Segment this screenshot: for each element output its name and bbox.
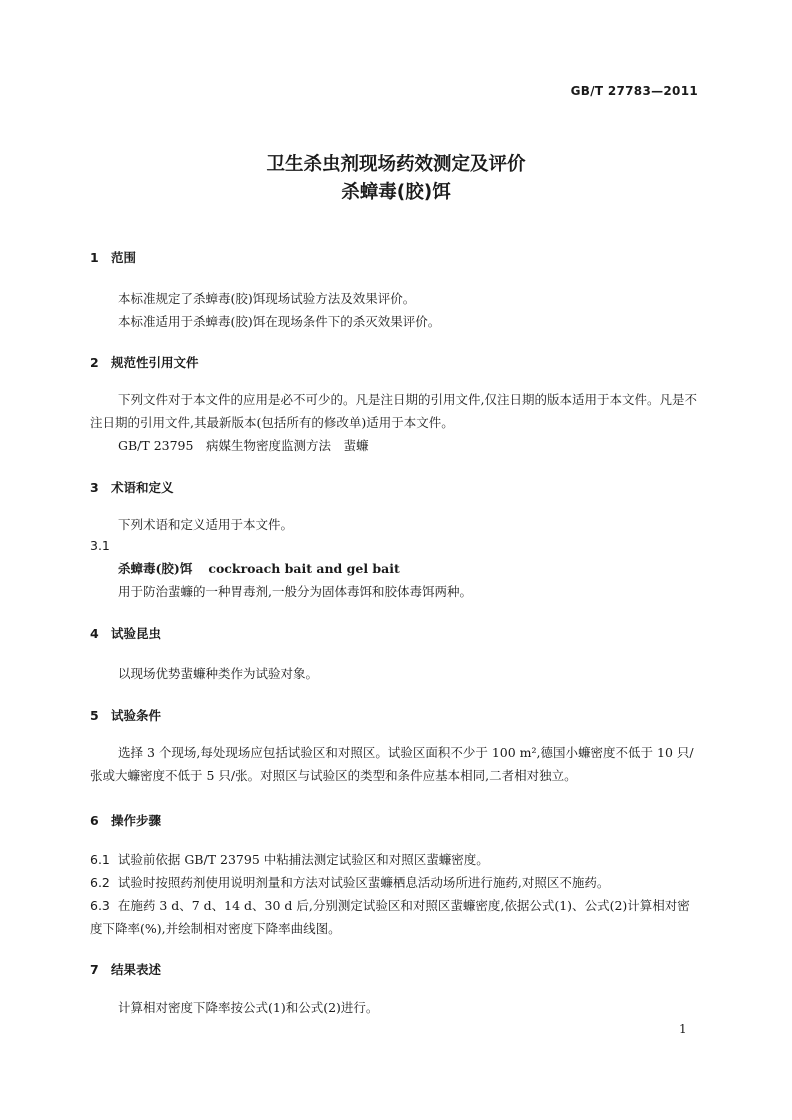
section-title: 试验条件 — [111, 708, 162, 723]
section-number: 3 — [90, 480, 99, 495]
section-heading-3 — [90, 478, 174, 496]
paragraph: 计算相对密度下降率按公式(1)和公式(2)进行。 — [118, 1000, 379, 1015]
step-number: 6.2 — [90, 875, 110, 890]
section-heading-1 — [90, 248, 136, 266]
step-number: 6.3 — [90, 898, 110, 913]
section-heading-7 — [90, 960, 161, 978]
section-title: 术语和定义 — [111, 480, 174, 495]
section-title: 结果表述 — [111, 962, 162, 977]
standard-number: GB/T 27783—2011 — [570, 84, 698, 98]
procedure-step — [90, 871, 702, 894]
term-entry — [118, 559, 400, 577]
section-title: 范围 — [111, 250, 137, 265]
section-number: 5 — [90, 708, 99, 723]
procedure-step — [90, 894, 702, 940]
step-text: 试验时按照药剂使用说明剂量和方法对试验区蜚蠊栖息活动场所进行施药,对照区不施药。 — [117, 875, 610, 890]
section-heading-4 — [90, 624, 161, 642]
section-heading-5 — [90, 706, 161, 724]
section-number: 6 — [90, 813, 99, 828]
procedure-step — [90, 848, 702, 871]
paragraph: 下列术语和定义适用于本文件。 — [118, 517, 294, 532]
term-chinese: 杀蟑毒(胶)饵 — [118, 561, 193, 576]
document-title: 卫生杀虫剂现场药效测定及评价 — [266, 154, 526, 175]
document-subtitle: 杀蟑毒(胶)饵 — [341, 182, 451, 203]
paragraph: 以现场优势蜚蠊种类作为试验对象。 — [118, 666, 319, 681]
section-title: 试验昆虫 — [111, 626, 162, 641]
step-text: 在施药 3 d、7 d、14 d、30 d 后,分别测定试验区和对照区蜚蠊密度,依据公式(1)、公式(2)计算相对密度下降率(%),并绘制相对密度下降率曲线图。 — [90, 898, 690, 936]
paragraph: 本标准适用于杀蟑毒(胶)饵在现场条件下的杀灭效果评价。 — [118, 314, 441, 329]
paragraph: 下列文件对于本文件的应用是必不可少的。凡是注日期的引用文件,仅注日期的版本适用于本文件。凡是不注日期的引用文件,其最新版本(包括所有的修改单)适用于本文件。 — [90, 392, 697, 430]
subclause-number: 3.1 — [90, 538, 110, 553]
step-number: 6.1 — [90, 852, 110, 867]
section-number: 7 — [90, 962, 99, 977]
step-text: 试验前依据 GB/T 23795 中粘捕法测定试验区和对照区蜚蠊密度。 — [117, 852, 489, 867]
normative-reference: GB/T 23795 病媒生物密度监测方法 蜚蠊 — [118, 438, 369, 453]
page-number: 1 — [679, 1022, 687, 1036]
term-english: cockroach bait and gel bait — [208, 561, 400, 576]
section-heading-2 — [90, 353, 199, 371]
paragraph: 选择 3 个现场,每处现场应包括试验区和对照区。试验区面积不少于 100 m²,德国小蠊密度不低于 10 只/张或大蠊密度不低于 5 只/张。对照区与试验区的类型和条件应基本相同,二者相对独立。 — [90, 745, 694, 783]
section-number: 2 — [90, 355, 99, 370]
section-heading-6 — [90, 811, 161, 829]
section-title: 规范性引用文件 — [111, 355, 199, 370]
paragraph: 本标准规定了杀蟑毒(胶)饵现场试验方法及效果评价。 — [118, 291, 416, 306]
section-number: 4 — [90, 626, 99, 641]
section-title: 操作步骤 — [111, 813, 162, 828]
section-number: 1 — [90, 250, 99, 265]
term-definition: 用于防治蜚蠊的一种胃毒剂,一般分为固体毒饵和胶体毒饵两种。 — [118, 584, 472, 599]
